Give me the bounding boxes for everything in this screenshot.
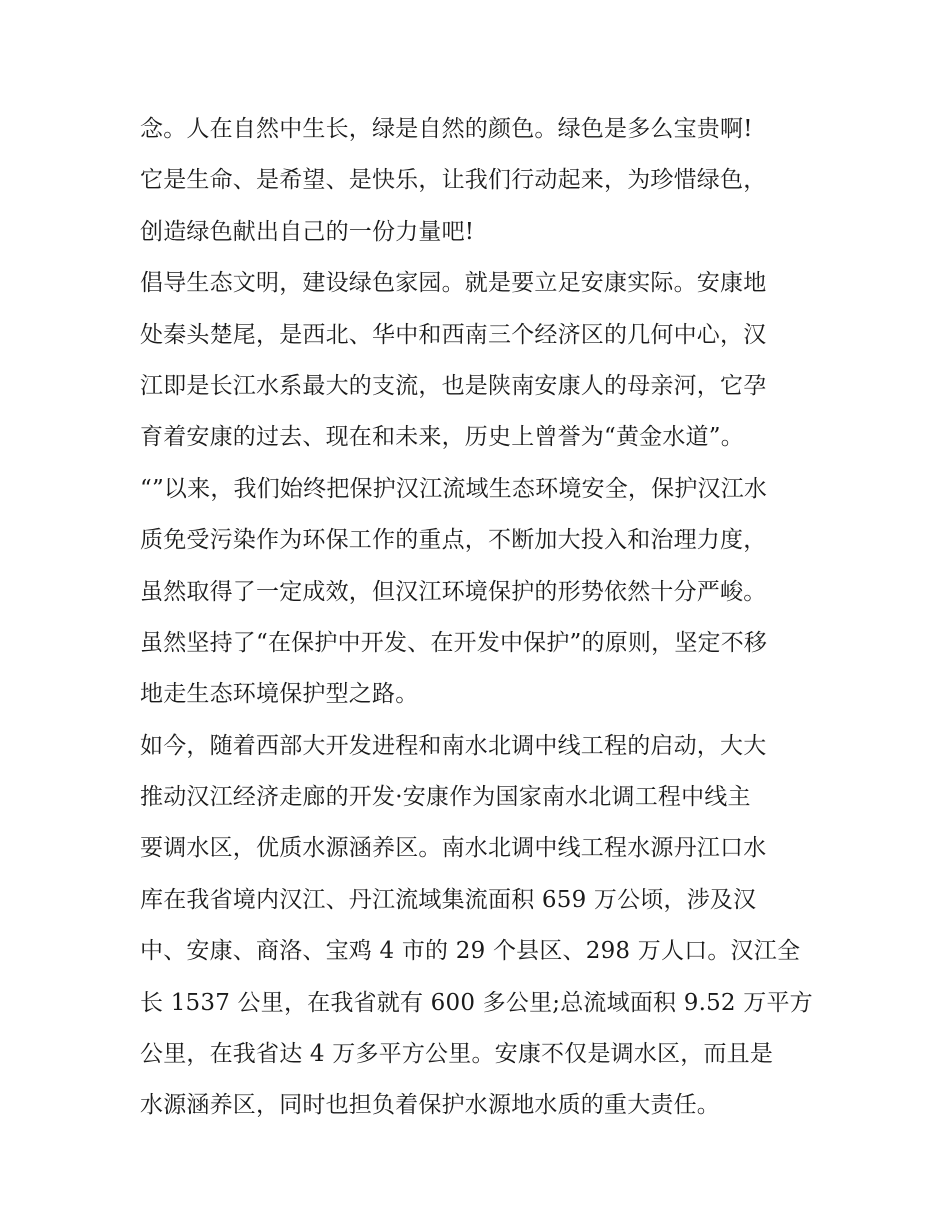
text-line: 江即是长江水系最大的支流，也是陕南安康人的母亲河，它孕 <box>140 372 767 399</box>
text-line: 质免受污染作为环保工作的重点，不断加大投入和治理力度， <box>140 527 767 554</box>
text-line: 创造绿色献出自己的一份力量吧! <box>140 218 475 245</box>
text-line: 念。人在自然中生长，绿是自然的颜色。绿色是多么宝贵啊! <box>140 116 753 142</box>
text-line: 推动汉江经济走廊的开发·安康作为国家南水北调工程中线主 <box>140 784 751 811</box>
text-line: 处秦头楚尾，是西北、华中和西南三个经济区的几何中心，汉 <box>140 321 767 348</box>
text-line: 虽然取得了一定成效，但汉江环境保护的形势依然十分严峻。 <box>140 578 767 605</box>
text-line: “”以来，我们始终把保护汉江流域生态环境安全，保护汉江水 <box>140 475 768 502</box>
text-line: 它是生命、是希望、是快乐，让我们行动起来，为珍惜绿色， <box>140 167 767 194</box>
text-line: 中、安康、商洛、宝鸡 4 市的 29 个县区、298 万人口。汉江全 <box>140 938 801 965</box>
text-line: 公里，在我省达 4 万多平方公里。安康不仅是调水区，而且是 <box>140 1041 774 1068</box>
text-line: 库在我省境内汉江、丹江流域集流面积 659 万公顷，涉及汉 <box>140 886 757 913</box>
text-line: 要调水区，优质水源涵养区。南水北调中线工程水源丹江口水 <box>140 835 767 862</box>
text-line: 虽然坚持了“在保护中开发、在开发中保护”的原则，坚定不移 <box>140 629 768 656</box>
text-line: 育着安康的过去、现在和未来，历史上曾誉为“黄金水道”。 <box>140 424 744 451</box>
text-line: 倡导生态文明，建设绿色家园。就是要立足安康实际。安康地 <box>140 270 767 297</box>
body-text <box>140 104 830 1132</box>
text-line: 水源涵养区，同时也担负着保护水源地水质的重大责任。 <box>140 1092 720 1119</box>
text-line: 地走生态环境保护型之路。 <box>140 681 419 708</box>
text-line: 长 1537 公里，在我省就有 600 多公里;总流域面积 9.52 万平方 <box>140 989 813 1016</box>
text-line: 如今，随着西部大开发进程和南水北调中线工程的启动，大大 <box>140 732 767 759</box>
